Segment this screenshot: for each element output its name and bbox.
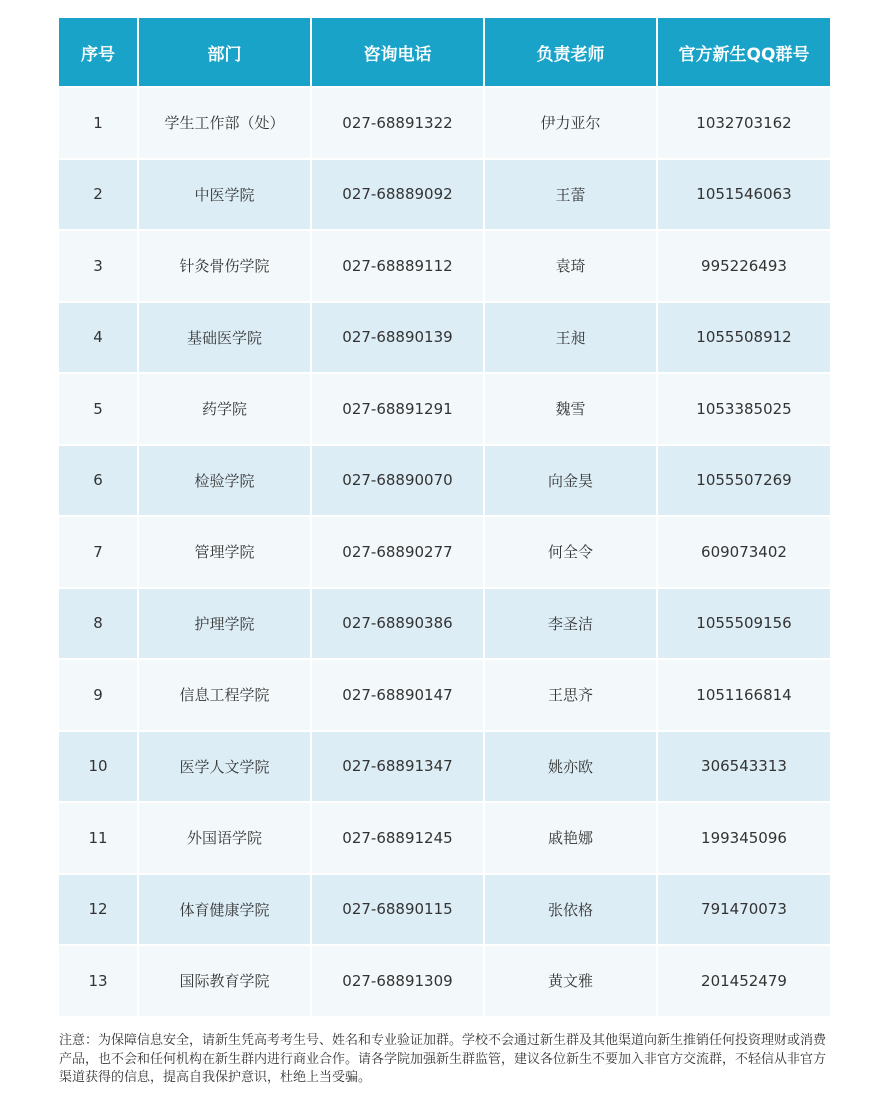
- cell-teacher: 王昶: [484, 302, 657, 374]
- cell-qq-group: 199345096: [657, 802, 830, 874]
- table-row: [59, 874, 830, 946]
- table-row: [59, 445, 830, 517]
- cell-index: 13: [59, 945, 138, 1016]
- cell-department: 针灸骨伤学院: [138, 230, 311, 302]
- cell-index: 2: [59, 159, 138, 231]
- cell-department: 检验学院: [138, 445, 311, 517]
- cell-teacher: 姚亦欧: [484, 731, 657, 803]
- table-row: [59, 302, 830, 374]
- cell-department: 医学人文学院: [138, 731, 311, 803]
- table-row: [59, 588, 830, 660]
- cell-index: 6: [59, 445, 138, 517]
- table-body: [59, 87, 830, 1016]
- cell-index: 8: [59, 588, 138, 660]
- cell-phone: 027-68890147: [311, 659, 484, 731]
- cell-qq-group: 1055508912: [657, 302, 830, 374]
- header-index: 序号: [59, 18, 138, 87]
- cell-teacher: 张依格: [484, 874, 657, 946]
- cell-teacher: 王思齐: [484, 659, 657, 731]
- cell-phone: 027-68891245: [311, 802, 484, 874]
- cell-teacher: 何全令: [484, 516, 657, 588]
- cell-qq-group: 609073402: [657, 516, 830, 588]
- notice-text: 注意：为保障信息安全，请新生凭高考考生号、姓名和专业验证加群。学校不会通过新生群及其他渠道向新生推销任何投资理财或消费产品，也不会和任何机构在新生群内进行商业合作。请各学院加强新生群监管，建议各位新生不要加入非官方交流群，不轻信从非官方渠道获得的信息，提高自我保护意识，杜绝上当受骗。: [59, 1033, 827, 1085]
- cell-phone: 027-68890070: [311, 445, 484, 517]
- cell-teacher: 袁琦: [484, 230, 657, 302]
- cell-phone: 027-68890115: [311, 874, 484, 946]
- header-department: 部门: [138, 18, 311, 87]
- cell-index: 7: [59, 516, 138, 588]
- cell-department: 学生工作部（处）: [138, 87, 311, 159]
- cell-department: 管理学院: [138, 516, 311, 588]
- table-row: [59, 945, 830, 1016]
- cell-qq-group: 1051546063: [657, 159, 830, 231]
- table-row: [59, 230, 830, 302]
- cell-phone: 027-68891347: [311, 731, 484, 803]
- table-row: [59, 659, 830, 731]
- cell-phone: 027-68890139: [311, 302, 484, 374]
- cell-qq-group: 1053385025: [657, 373, 830, 445]
- table-row: [59, 516, 830, 588]
- contact-table-container: [59, 18, 830, 1016]
- table-row: [59, 87, 830, 159]
- cell-department: 中医学院: [138, 159, 311, 231]
- header-row: [59, 18, 830, 87]
- cell-teacher: 王蕾: [484, 159, 657, 231]
- cell-department: 外国语学院: [138, 802, 311, 874]
- cell-teacher: 向金昊: [484, 445, 657, 517]
- cell-teacher: 魏雪: [484, 373, 657, 445]
- cell-index: 4: [59, 302, 138, 374]
- cell-qq-group: 1055507269: [657, 445, 830, 517]
- cell-qq-group: 201452479: [657, 945, 830, 1016]
- header-qq-group: 官方新生QQ群号: [657, 18, 830, 87]
- cell-phone: 027-68890277: [311, 516, 484, 588]
- table-row: [59, 731, 830, 803]
- cell-index: 10: [59, 731, 138, 803]
- cell-phone: 027-68890386: [311, 588, 484, 660]
- cell-index: 5: [59, 373, 138, 445]
- cell-qq-group: 1032703162: [657, 87, 830, 159]
- cell-qq-group: 1051166814: [657, 659, 830, 731]
- cell-department: 药学院: [138, 373, 311, 445]
- cell-phone: 027-68891309: [311, 945, 484, 1016]
- table-header: [59, 18, 830, 87]
- cell-qq-group: 306543313: [657, 731, 830, 803]
- cell-phone: 027-68889112: [311, 230, 484, 302]
- header-phone: 咨询电话: [311, 18, 484, 87]
- cell-teacher: 黄文雅: [484, 945, 657, 1016]
- contact-table: [59, 18, 830, 1016]
- cell-phone: 027-68889092: [311, 159, 484, 231]
- cell-index: 9: [59, 659, 138, 731]
- header-teacher: 负责老师: [484, 18, 657, 87]
- table-row: [59, 373, 830, 445]
- cell-phone: 027-68891291: [311, 373, 484, 445]
- cell-phone: 027-68891322: [311, 87, 484, 159]
- cell-qq-group: 791470073: [657, 874, 830, 946]
- cell-department: 基础医学院: [138, 302, 311, 374]
- cell-index: 11: [59, 802, 138, 874]
- table-row: [59, 159, 830, 231]
- cell-index: 1: [59, 87, 138, 159]
- cell-department: 信息工程学院: [138, 659, 311, 731]
- cell-teacher: 李圣洁: [484, 588, 657, 660]
- cell-index: 12: [59, 874, 138, 946]
- cell-qq-group: 995226493: [657, 230, 830, 302]
- table-row: [59, 802, 830, 874]
- cell-index: 3: [59, 230, 138, 302]
- cell-department: 体育健康学院: [138, 874, 311, 946]
- cell-department: 护理学院: [138, 588, 311, 660]
- cell-teacher: 戚艳娜: [484, 802, 657, 874]
- cell-qq-group: 1055509156: [657, 588, 830, 660]
- cell-teacher: 伊力亚尔: [484, 87, 657, 159]
- cell-department: 国际教育学院: [138, 945, 311, 1016]
